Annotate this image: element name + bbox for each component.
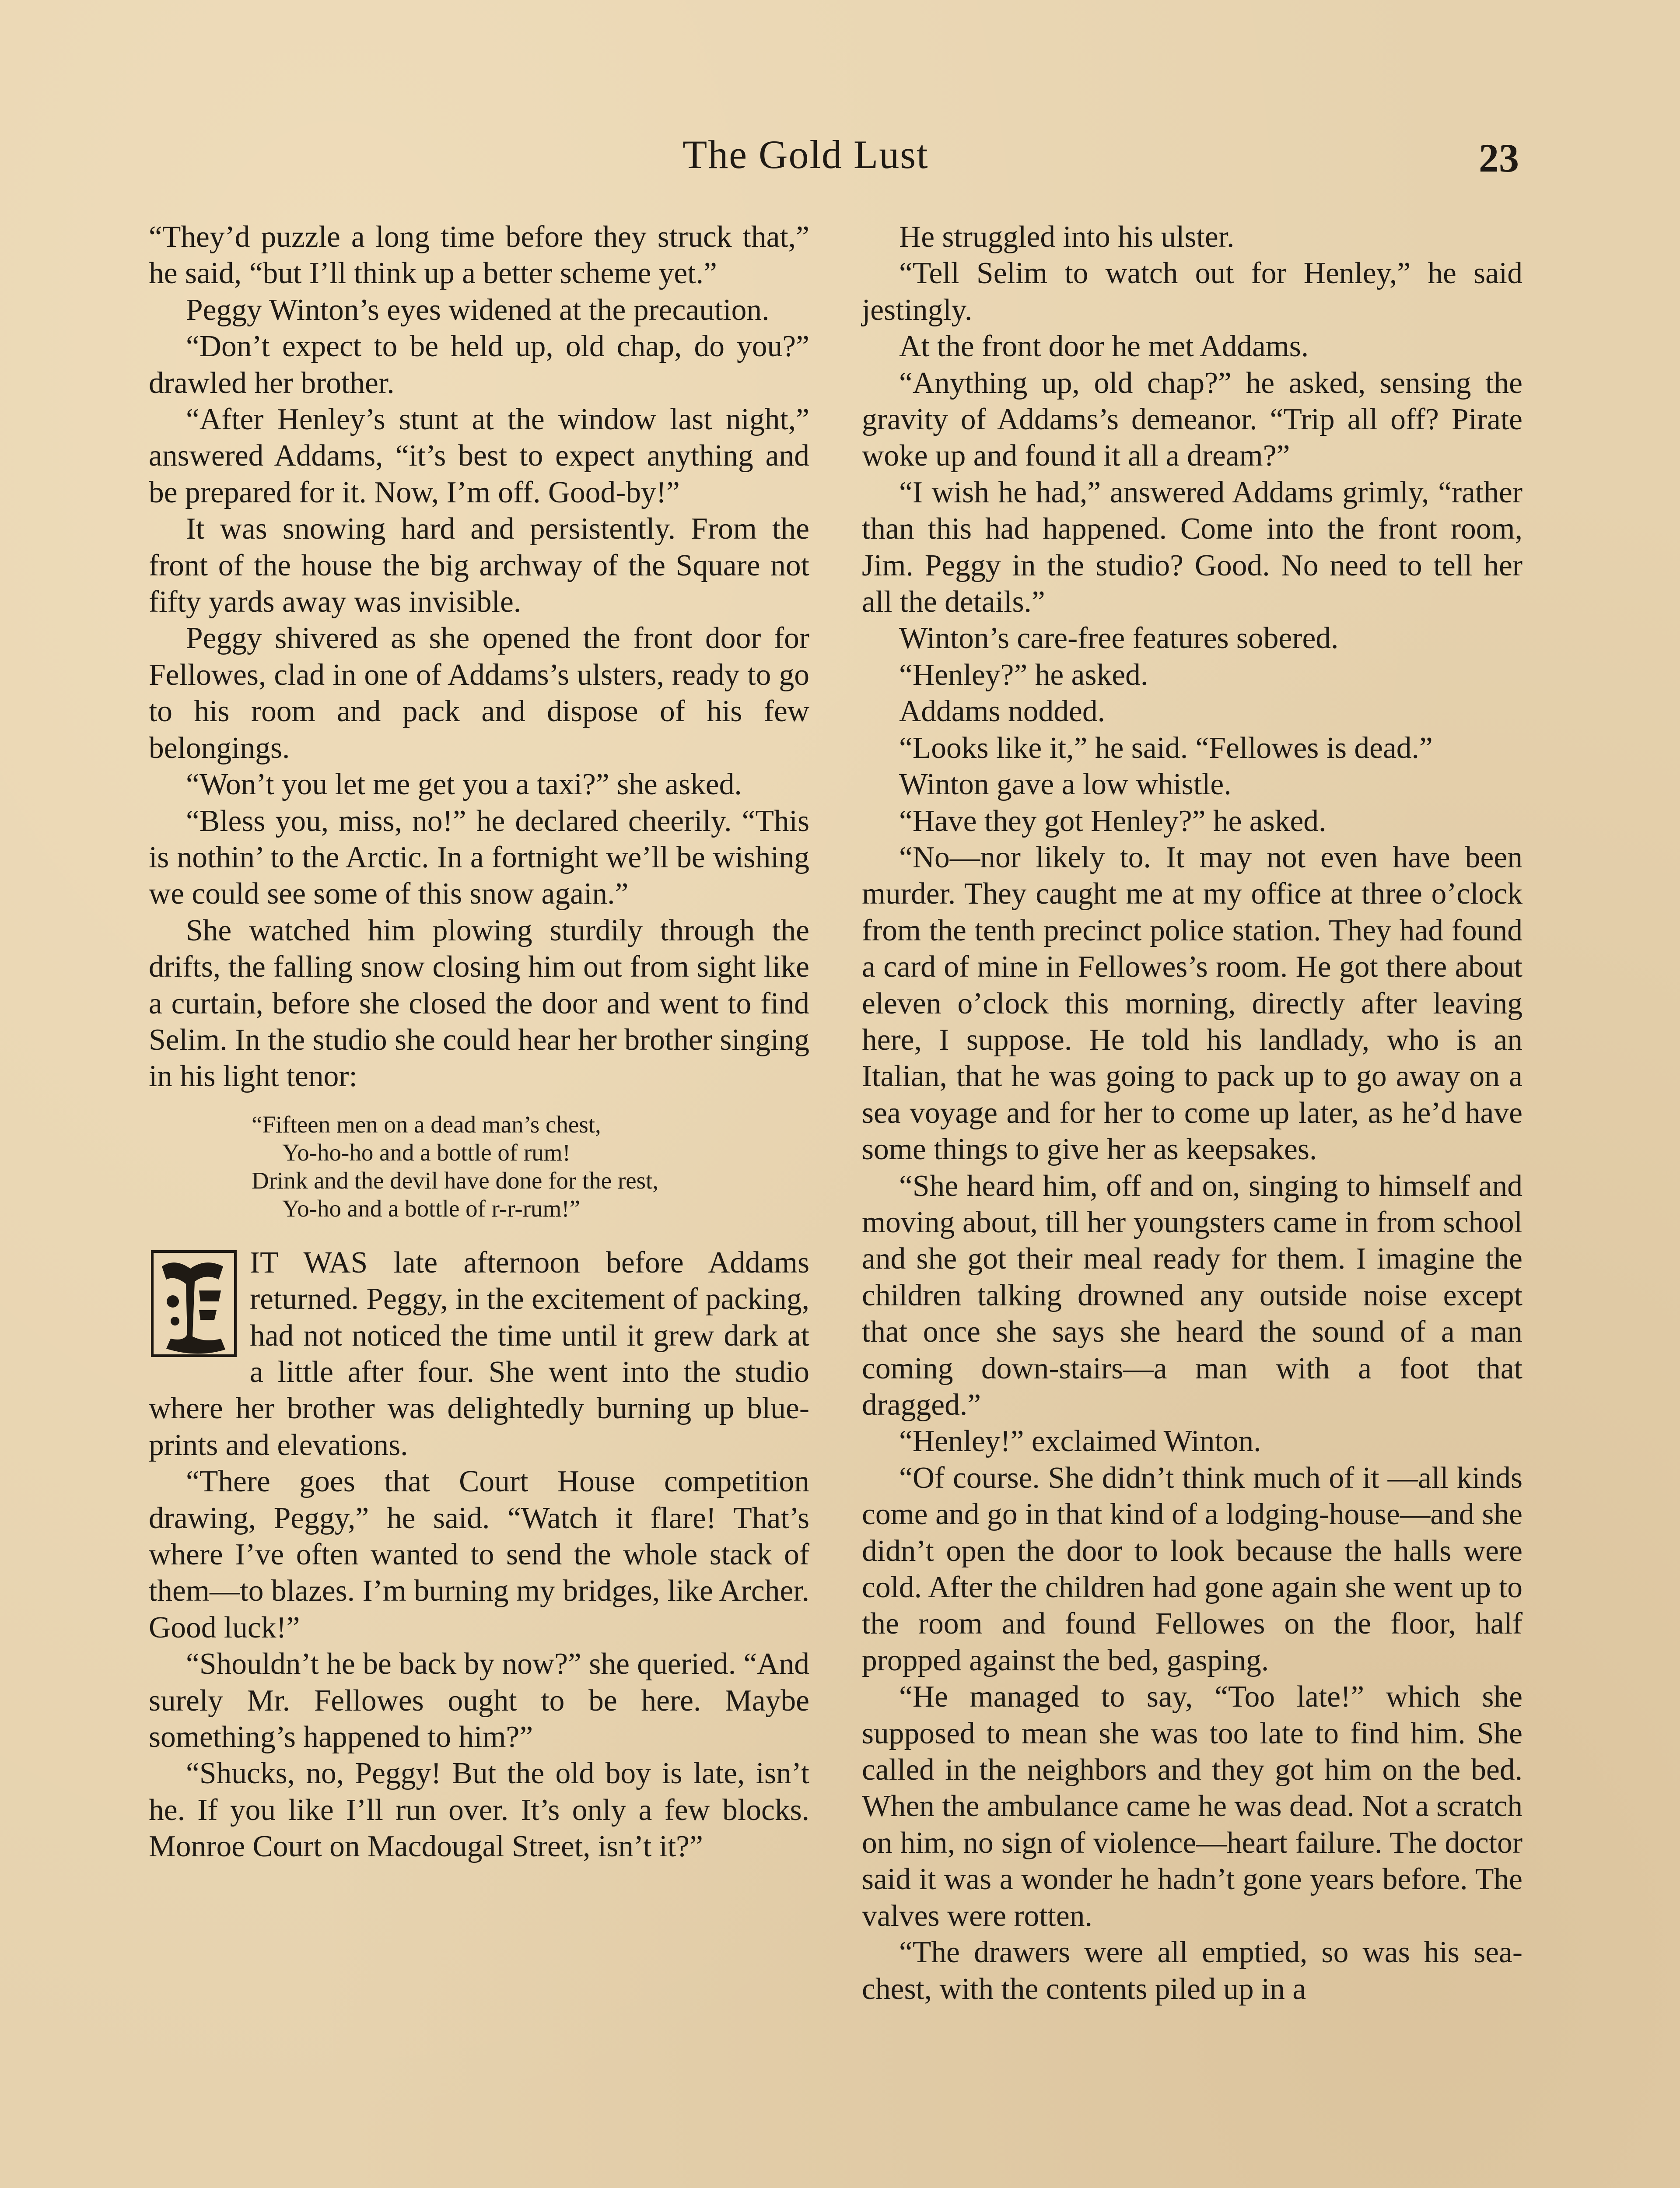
- paragraph: She watched him plowing sturdily through the drifts, the falling snow closing him out from sight like a curtain, before she closed the door and went to find Selim. In the studio she could hear her brother singing in his light tenor:: [149, 913, 809, 1094]
- paragraph: He struggled into his ulster.: [899, 220, 1235, 254]
- running-head: [0, 131, 1680, 179]
- paragraph: “Henley?” he asked.: [899, 658, 1148, 692]
- paragraph: “They’d puzzle a long time before they struck that,” he said, “but I’ll think up a better scheme yet.”: [149, 220, 809, 291]
- paragraph: “Anything up, old chap?” he asked, sensing the gravity of Addams’s demeanor. “Trip all off? Pirate woke up and found it all a dream?”: [862, 366, 1522, 473]
- paragraph: “She heard him, off and on, singing to himself and moving about, till her youngsters came in from school and she got their meal ready for them. I imagine the children talking drowned any outside noise except that once she says she heard the sound of a man coming down-stairs—a man with a foot that dragged.”: [862, 1169, 1522, 1422]
- paragraph: “Henley!” exclaimed Winton.: [899, 1424, 1261, 1459]
- paragraph: “The drawers were all emptied, so was his sea-chest, with the contents piled up in a: [862, 1936, 1522, 2006]
- paragraph: “There goes that Court House competition drawing, Peggy,” he said. “Watch it flare! That’s where I’ve often wanted to send the whole stack of them—to blazes. I’m burning my bridges, like Archer. Good luck!”: [149, 1465, 809, 1645]
- paragraph: “Won’t you let me get you a taxi?” she asked.: [186, 768, 742, 802]
- paragraph: At the front door he met Addams.: [899, 330, 1309, 364]
- verse-line: Drink and the devil have done for the rest,: [252, 1167, 659, 1194]
- decorative-initial-icon: [149, 1249, 238, 1358]
- paragraph: “Looks like it,” he said. “Fellowes is dead.”: [899, 731, 1433, 765]
- paragraph: “Bless you, miss, no!” he declared cheerily. “This is nothin’ to the Arctic. In a fortnight we’ll be wishing we could see some of this snow again.”: [149, 804, 809, 911]
- section-opening: [149, 1245, 809, 1463]
- paragraph: “Don’t expect to be held up, old chap, do you?” drawled her brother.: [149, 330, 809, 400]
- paragraph: “Have they got Henley?” he asked.: [899, 804, 1326, 838]
- paragraph: “Shucks, no, Peggy! But the old boy is late, isn’t he. If you like I’ll run over. It’s only a few blocks. Monroe Court on Macdougal Street, isn’t it?”: [149, 1757, 809, 1864]
- page-title: The Gold Lust: [682, 132, 929, 177]
- paragraph: “No—nor likely to. It may not even have been murder. They caught me at my office at three o’clock from the tenth precinct police station. They had found a card of mine in Fellowes’s room. He got there about eleven o’clock this morning, directly after leaving here, I suppose. He told his landlady, who is an Italian, that he was going to pack up to go away on a sea voyage and for her to come up later, as he’d have some things to give her as keepsakes.: [862, 840, 1522, 1167]
- verse-line: Yo-ho and a bottle of r-r-rum!”: [282, 1195, 581, 1222]
- paragraph: Addams nodded.: [899, 694, 1105, 729]
- paragraph: It was snowing hard and persistently. From the front of the house the big archway of the Square not fifty yards away was invisible.: [149, 512, 809, 619]
- paragraph: “I wish he had,” answered Addams grimly, “rather than this had happened. Come into the front room, Jim. Peggy in the studio? Good. No need to tell her all the details.”: [862, 475, 1522, 619]
- right-column: [862, 219, 1522, 2007]
- page-number: 23: [1479, 136, 1519, 180]
- paragraph: “Tell Selim to watch out for Henley,” he said jestingly.: [862, 256, 1522, 327]
- paragraph: “Shouldn’t he be back by now?” she queried. “And surely Mr. Fellowes ought to be here. Maybe something’s happened to him?”: [149, 1647, 809, 1754]
- paragraph: “After Henley’s stunt at the window last night,” answered Addams, “it’s best to expect anything and be prepared for it. Now, I’m off. Good-by!”: [149, 403, 809, 509]
- paragraph: Winton’s care-free features sobered.: [899, 621, 1339, 656]
- paragraph: Peggy shivered as she opened the front door for Fellowes, clad in one of Addams’s ulsters, ready to go to his room and pack and dispose of his few belongings.: [149, 621, 809, 765]
- paragraph: IT WAS late afternoon before Addams returned. Peggy, in the excitement of packing, had not noticed the time until it grew dark at a little after four. She went into the studio where her brother was delightedly burning up blue-prints and elevations.: [149, 1245, 809, 1462]
- paragraph: “Of course. She didn’t think much of it —all kinds come and go in that kind of a lodging-house—and she didn’t open the door to look because the halls were cold. After the children had gone again she went up to the room and found Fellowes on the floor, half propped against the bed, gasping.: [862, 1461, 1522, 1677]
- song-verse: [149, 1111, 809, 1223]
- verse-line: “Fifteen men on a dead man’s chest,: [252, 1111, 601, 1138]
- verse-line: Yo-ho-ho and a bottle of rum!: [282, 1139, 570, 1166]
- paragraph: Winton gave a low whistle.: [899, 768, 1232, 802]
- paragraph: Peggy Winton’s eyes widened at the precaution.: [186, 293, 770, 327]
- left-column: [149, 219, 809, 1865]
- paragraph: “He managed to say, “Too late!” which she supposed to mean she was too late to find him. She called in the neighbors and they got him on the bed. When the ambulance came he was dead. Not a scratch on him, no sign of violence—heart failure. The doctor said it was a wonder he hadn’t gone years before. The valves were rotten.: [862, 1680, 1522, 1933]
